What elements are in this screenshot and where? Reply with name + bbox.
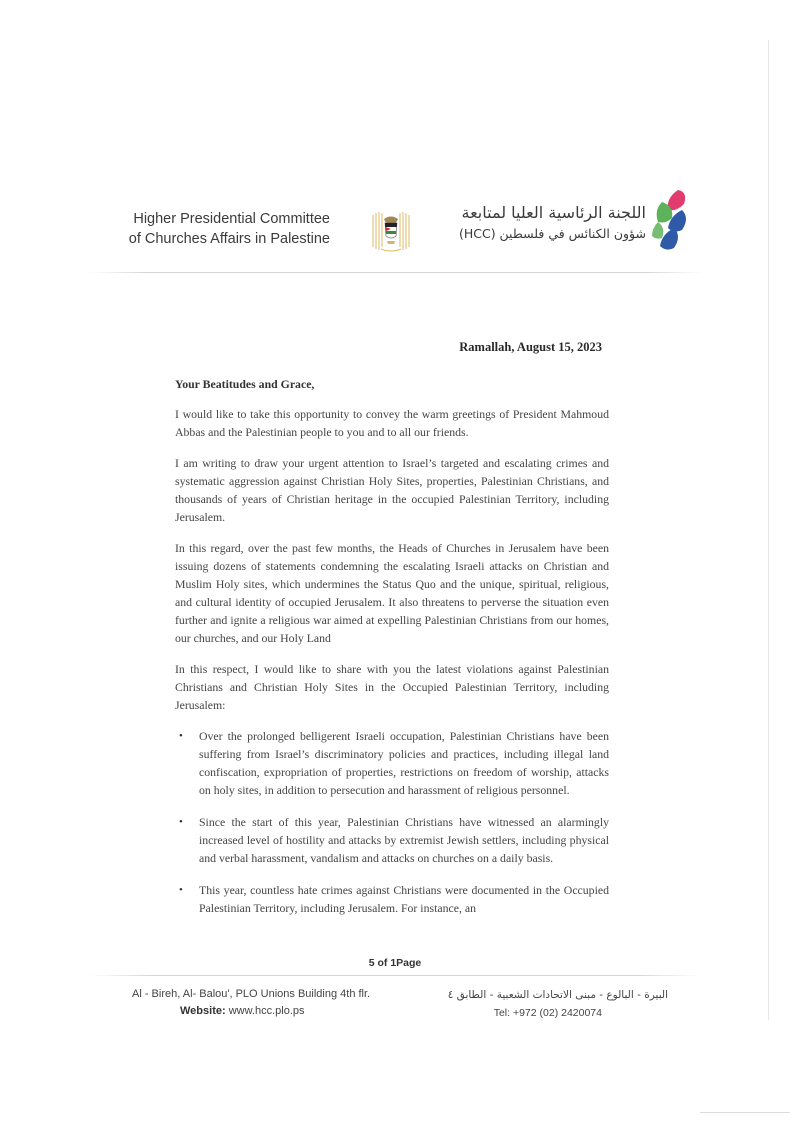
letter-paragraph: In this regard, over the past few months, the Heads of Churches in Jerusalem have been issuing dozens of statements condemning the escalating Israeli attacks on Christian and Muslim Holy sites, which undermines the Status Quo and the unique, spiritual, religious, and cultural identity of occupied Jerusalem. It also threatens to perverse the situation even further and ignite a religious war aimed at expelling Palestinian Christians from our homes, our churches, and our Holy Land [175,541,609,645]
footer-arabic-contact [412,986,668,1022]
bullet-marker: • [179,884,183,896]
letter-body [175,375,609,931]
footer-divider [90,975,700,976]
letter-paragraph: In this respect, I would like to share with you the latest violations against Palestinian Christians and Christian Holy Sites in the Occupied Palestinian Territory, including Jerusalem: [175,662,609,712]
list-item-text: Over the prolonged belligerent Israeli occupation, Palestinian Christians have been suffering from Israel’s discriminatory policies and practices, including illegal land confiscation, expropriation of properties, restrictions on freedom of worship, attacks on holy sites, in addition to persecution and harassment of religious personnel. [199,729,609,797]
bullet-marker: • [179,730,183,742]
letterhead-english-line-1: Higher Presidential Committee [133,211,330,227]
website-label: Website: [180,1005,226,1017]
bullet-marker: • [179,816,183,828]
list-item [179,727,609,799]
letter-paragraph: I would like to take this opportunity to convey the warm greetings of President Mahmoud Abbas and the Palestinian people to you and to all our friends. [175,407,609,439]
letter-salutation: Your Beatitudes and Grace, [175,377,315,391]
page-number: 5 of 1Page [368,957,422,969]
letterhead-english-line-2: of Churches Affairs in Palestine [128,231,330,247]
letterhead-english-name [120,209,330,249]
footer-address-english: Al - Bireh, Al- Balou', PLO Unions Building 4th flr. [132,988,371,1000]
violations-bullet-list [175,727,609,917]
list-item-text: This year, countless hate crimes against Christians were documented in the Occupied Palestinian Territory, including Jerusalem. For instance, an [199,883,609,915]
letterhead-arabic-line-1: اللجنة الرئاسية العليا لمتابعة [461,203,646,222]
header-divider [88,272,704,273]
letter-date: Ramallah, August 15, 2023 [459,340,602,354]
list-item-text: Since the start of this year, Palestinian Christians have witnessed an alarmingly increased level of hostility and attacks by extremist Jewish settlers, including physical and verbal harassment, vandalism and attacks on churches on a daily basis. [199,815,609,865]
footer-english-contact [132,986,392,1026]
hcc-leaf-logo-icon [648,188,692,254]
list-item [179,881,609,917]
list-item [179,813,609,867]
letterhead-arabic-line-2: شؤون الكنائس في فلسطين (HCC) [458,226,646,241]
website-link[interactable]: www.hcc.plo.ps [228,1005,305,1017]
footer-address-arabic: البيرة - البالوع - مبنى الاتحادات الشعبية - الطابق ٤ [447,989,668,1001]
palestine-eagle-emblem-icon [369,207,413,253]
tel-label: Tel: [493,1007,511,1019]
footer-website [132,1003,392,1020]
letterhead-arabic-name [418,202,646,244]
letter-paragraph: I am writing to draw your urgent attention to Israel’s targeted and escalating crimes and systematic aggression against Christian Holy Sites, properties, Palestinian Christians, and thousands of years of Christian heritage in the occupied Palestinian Territory, including Jerusalem. [175,456,609,524]
footer-cutoff-line [132,1020,392,1026]
footer-telephone [412,1004,668,1022]
tel-value: +972 (02) 2420074 [512,1007,602,1019]
scan-edge-line-bottom [700,1112,790,1113]
scan-edge-line [768,40,769,1020]
